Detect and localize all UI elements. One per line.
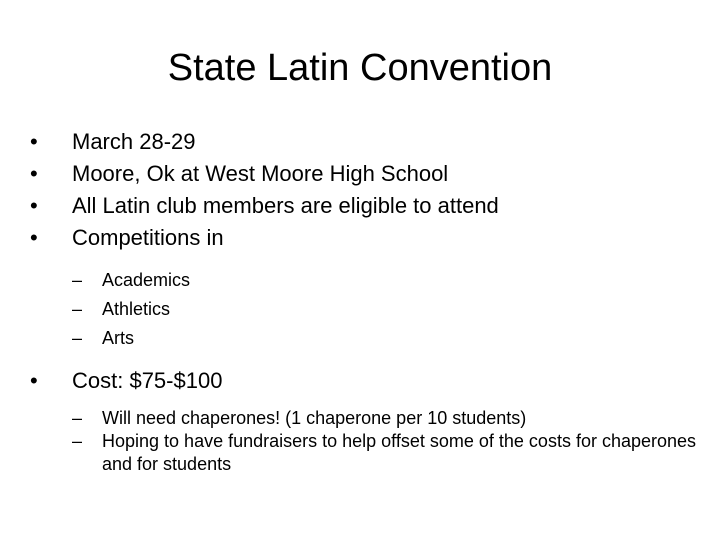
subitem-text: Will need chaperones! (1 chaperone per 10 students) — [102, 408, 527, 428]
bullet-dot-icon: • — [30, 225, 38, 250]
subitem-text: Arts — [102, 328, 135, 348]
bullet-location — [30, 158, 700, 190]
subitem-arts — [30, 324, 700, 353]
subitem-text: Academics — [102, 270, 191, 290]
bullet-text: Moore, Ok at West Moore High School — [72, 161, 449, 186]
bullet-dot-icon: • — [30, 368, 38, 393]
bullet-date — [30, 126, 700, 158]
bullet-eligibility — [30, 190, 700, 222]
bullet-dot-icon: • — [30, 193, 38, 218]
subitem-academics — [30, 266, 700, 295]
subitem-fundraisers — [30, 430, 700, 476]
bullet-dot-icon: • — [30, 129, 38, 154]
bullet-text: All Latin club members are eligible to attend — [72, 193, 499, 218]
bullet-competitions — [30, 222, 700, 254]
subitem-text: Athletics — [102, 299, 171, 319]
bullet-text: Competitions in — [72, 225, 224, 250]
dash-icon: – — [72, 299, 83, 319]
subitem-text: Hoping to have fundraisers to help offset some of the costs for chaperones and for students — [102, 431, 697, 474]
bullet-dot-icon: • — [30, 161, 38, 186]
slide-content — [30, 126, 700, 476]
slide-title: State Latin Convention — [167, 47, 553, 89]
dash-icon: – — [72, 431, 83, 451]
subitem-athletics — [30, 295, 700, 324]
dash-icon: – — [72, 270, 83, 290]
dash-icon: – — [72, 408, 83, 428]
bullet-cost — [30, 365, 700, 397]
subitem-chaperones — [30, 407, 700, 430]
bullet-text: Cost: $75-$100 — [72, 368, 223, 393]
bullet-text: March 28-29 — [72, 129, 196, 154]
dash-icon: – — [72, 328, 83, 348]
